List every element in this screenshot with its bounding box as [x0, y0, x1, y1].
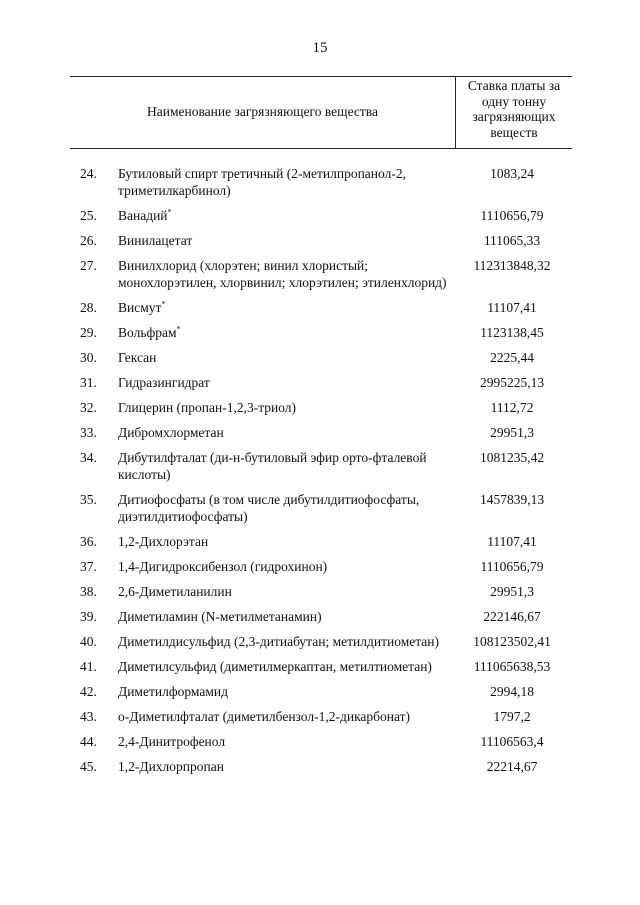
rate-value: 222146,67 — [483, 609, 541, 624]
table-row — [0, 658, 640, 675]
rate-value: 1112,72 — [490, 400, 534, 415]
rate-value: 1083,24 — [490, 166, 534, 181]
footnote-mark: * — [167, 207, 172, 217]
substance-name — [118, 633, 454, 650]
table-row — [0, 708, 640, 725]
row-number: 25. — [80, 208, 97, 223]
table-header-rule — [70, 148, 572, 149]
table-row — [0, 633, 640, 650]
substance-name-text: Гексан — [118, 350, 157, 365]
table-row — [0, 232, 640, 249]
rate-value: 111065,33 — [483, 233, 541, 248]
row-number: 42. — [80, 684, 97, 699]
substance-name — [118, 324, 454, 341]
substance-name — [118, 608, 454, 625]
substance-name-text: Глицерин (пропан-1,2,3-триол) — [118, 400, 297, 415]
rate-value: 2994,18 — [490, 684, 534, 699]
table-row — [0, 491, 640, 525]
row-number: 28. — [80, 300, 97, 315]
row-number: 45. — [80, 759, 97, 774]
row-number: 33. — [80, 425, 97, 440]
column-header-rate: Ставка платы за одну тонну загрязняющих веществ — [467, 78, 561, 140]
substance-name — [118, 583, 454, 600]
substance-name-text: 2,4-Динитрофенол — [118, 734, 226, 749]
footnote-mark: * — [161, 299, 166, 309]
rate-value: 1123138,45 — [480, 325, 544, 340]
row-number: 24. — [80, 166, 97, 181]
rate-value: 111065638,53 — [473, 659, 551, 674]
substance-name — [118, 758, 454, 775]
table-row — [0, 533, 640, 550]
rate-value: 2225,44 — [490, 350, 534, 365]
table-row — [0, 608, 640, 625]
substance-name-text: Ванадий — [118, 208, 168, 223]
substance-name-text: Диметилсульфид (диметилмеркаптан, метилтиометан) — [118, 659, 432, 674]
rate-value: 108123502,41 — [473, 634, 551, 649]
table-row — [0, 683, 640, 700]
table-row — [0, 399, 640, 416]
substance-name-text: Дибромхлорметан — [118, 425, 224, 440]
row-number: 37. — [80, 559, 97, 574]
substance-name — [118, 708, 454, 725]
row-number: 44. — [80, 734, 97, 749]
substance-name-text: Дибутилфталат (ди-н-бутиловый эфир орто-фталевой кислоты) — [118, 450, 427, 482]
substance-name-text: Диметилформамид — [118, 684, 228, 699]
rate-value: 29951,3 — [490, 425, 534, 440]
table-row — [0, 758, 640, 775]
rate-value: 11106563,4 — [480, 734, 544, 749]
substance-name — [118, 733, 454, 750]
substance-name-text: Винилхлорид (хлорэтен; винил хлористый; монохлорэтилен, хлорвинил; хлорэтилен; этиленхлорид) — [118, 258, 447, 290]
row-number: 26. — [80, 233, 97, 248]
substance-name-text: 1,2-Дихлорэтан — [118, 534, 209, 549]
substance-name — [118, 658, 454, 675]
row-number: 35. — [80, 492, 97, 507]
page-number: 15 — [312, 40, 328, 56]
table-body — [0, 165, 640, 783]
table-row — [0, 257, 640, 291]
rate-value: 1110656,79 — [480, 559, 544, 574]
substance-name-text: Висмут — [118, 300, 162, 315]
rate-value: 1081235,42 — [479, 450, 545, 465]
substance-name — [118, 165, 454, 199]
substance-name-text: о-Диметилфталат (диметилбензол-1,2-дикарбонат) — [118, 709, 411, 724]
substance-name — [118, 232, 454, 249]
row-number: 41. — [80, 659, 97, 674]
rate-value: 1797,2 — [493, 709, 531, 724]
table-row — [0, 449, 640, 483]
row-number: 43. — [80, 709, 97, 724]
column-header-substance: Наименование загрязняющего вещества — [147, 104, 378, 119]
row-number: 32. — [80, 400, 97, 415]
row-number: 39. — [80, 609, 97, 624]
row-number: 29. — [80, 325, 97, 340]
rate-value: 112313848,32 — [473, 258, 551, 273]
footnote-mark: * — [176, 324, 181, 334]
row-number: 38. — [80, 584, 97, 599]
table-row — [0, 324, 640, 341]
row-number: 40. — [80, 634, 97, 649]
row-number: 31. — [80, 375, 97, 390]
rate-value: 1110656,79 — [480, 208, 544, 223]
substance-name — [118, 299, 454, 316]
row-number: 36. — [80, 534, 97, 549]
substance-name — [118, 349, 454, 366]
rate-value: 1457839,13 — [479, 492, 545, 507]
substance-name-text: 1,4-Дигидроксибензол (гидрохинон) — [118, 559, 328, 574]
table-row — [0, 349, 640, 366]
table-row — [0, 374, 640, 391]
row-number: 34. — [80, 450, 97, 465]
substance-name — [118, 257, 454, 291]
table-row — [0, 583, 640, 600]
row-number: 30. — [80, 350, 97, 365]
substance-name — [118, 683, 454, 700]
substance-name — [118, 449, 454, 483]
substance-name-text: Бутиловый спирт третичный (2-метилпропанол-2, триметилкарбинол) — [118, 166, 406, 198]
table-row — [0, 558, 640, 575]
substance-name — [118, 558, 454, 575]
substance-name — [118, 399, 454, 416]
substance-name — [118, 533, 454, 550]
table-row — [0, 207, 640, 224]
table-row — [0, 733, 640, 750]
substance-name-text: Диметиламин (N-метилметанамин) — [118, 609, 322, 624]
substance-name-text: 1,2-Дихлорпропан — [118, 759, 224, 774]
substance-name-text: Винилацетат — [118, 233, 193, 248]
substance-name-text: Диметилдисульфид (2,3-дитиабутан; метилдитиометан) — [118, 634, 440, 649]
substance-name — [118, 207, 454, 224]
rate-value: 11107,41 — [487, 300, 537, 315]
rate-value: 2995225,13 — [479, 375, 545, 390]
substance-name — [118, 491, 454, 525]
substance-name-text: Вольфрам — [118, 325, 177, 340]
rate-value: 29951,3 — [490, 584, 534, 599]
substance-name — [118, 374, 454, 391]
table-row — [0, 424, 640, 441]
table-row — [0, 299, 640, 316]
substance-name-text: Дитиофосфаты (в том числе дибутилдитиофосфаты, диэтилдитиофосфаты) — [118, 492, 420, 524]
table-row — [0, 165, 640, 199]
substance-name-text: 2,6-Диметиланилин — [118, 584, 232, 599]
substance-name-text: Гидразингидрат — [118, 375, 210, 390]
substance-name — [118, 424, 454, 441]
rate-value: 11107,41 — [487, 534, 537, 549]
rate-value: 22214,67 — [486, 759, 538, 774]
row-number: 27. — [80, 258, 97, 273]
